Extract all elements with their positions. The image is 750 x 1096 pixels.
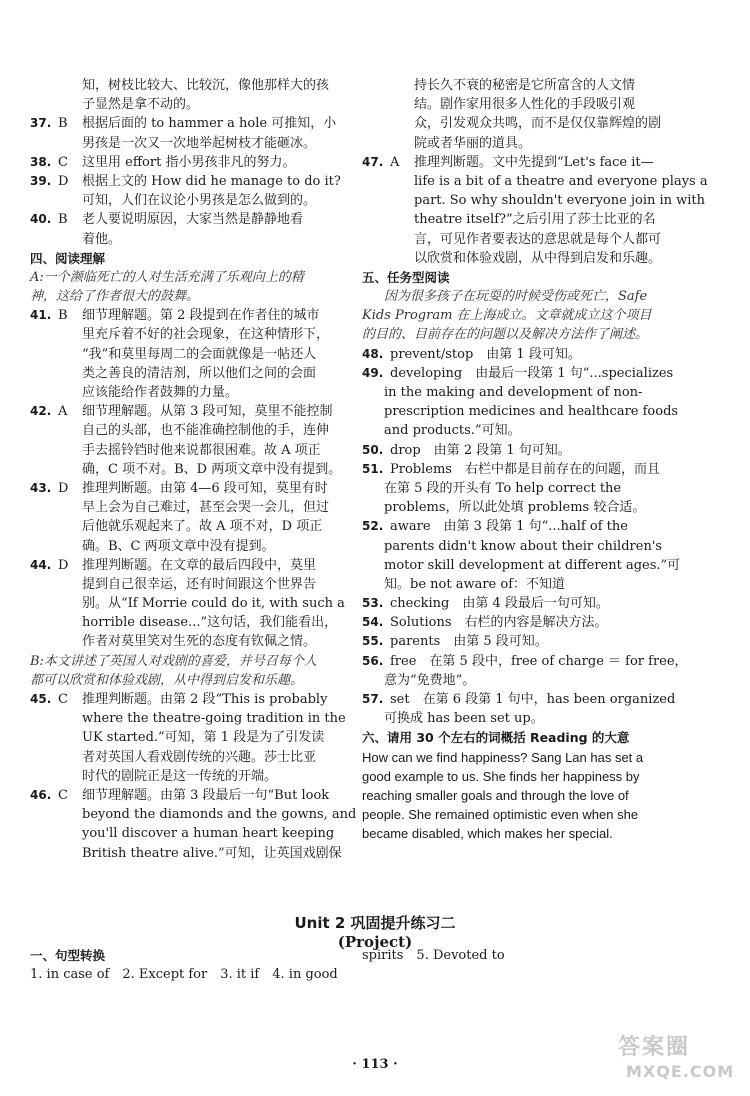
watermark-text: 答案圈 (618, 1035, 691, 1060)
text-line (362, 460, 660, 479)
line-text: 四、阅读理解 (30, 250, 106, 266)
line-text: 意为“免费地”。 (384, 672, 476, 688)
text-line (30, 517, 335, 536)
line-text: 手去摇铃铛时他来说都很困难。故 A 项正 (82, 442, 321, 458)
line-text: 确。B、C 两项文章中没有提到。 (82, 538, 275, 554)
answer-letter: D (58, 173, 69, 189)
line-text: part. So why shouldn't everyone join in with (414, 193, 706, 209)
text-line (362, 421, 657, 440)
line-text: Solutions 右栏的内容是解决方法。 (390, 615, 608, 631)
line-text: B:本文讲述了英国人对戏剧的喜爱，并号召每个人 (30, 653, 317, 669)
question-number: 55. (362, 634, 384, 649)
text-line (362, 946, 652, 965)
line-text: 推理判断题。由第 4—6 段可知，莫里有时 (82, 480, 328, 496)
text-line (362, 556, 681, 575)
text-line (30, 230, 335, 249)
line-text: problems，所以此处填 problems 较合适。 (384, 500, 646, 516)
text-line (30, 652, 335, 671)
text-line (30, 728, 335, 747)
text-line (30, 364, 335, 383)
line-text: 时代的剧院正是这一传统的开端。 (82, 768, 278, 784)
question-number: 53. (362, 596, 384, 611)
question-number: 38. (30, 154, 52, 169)
text-line (30, 76, 335, 95)
text-line (30, 805, 357, 824)
line-text: “我”和莫里每周二的会面就像是一帖还人 (82, 346, 317, 362)
text-line (30, 114, 335, 133)
line-text: beyond the diamonds and the gowns, and (82, 807, 357, 823)
line-text: people. She remained optimistic even when she (362, 807, 639, 823)
text-line (30, 249, 335, 268)
answer-letter: D (58, 480, 69, 496)
line-text: motor skill development at different ages.”可 (384, 557, 681, 573)
line-text: 根据上文的 How did he manage to do it? (82, 173, 341, 189)
text-line (30, 537, 335, 556)
question-number: 50. (362, 442, 384, 457)
answer-letter: C (58, 154, 68, 170)
text-line (30, 306, 335, 325)
line-text: 男孩是一次又一次地举起树枝才能砸冰。 (82, 135, 317, 151)
text-line (30, 946, 350, 965)
line-text: A:一个濒临死亡的人对生活充满了乐观向上的精 (30, 269, 304, 285)
text-line (30, 498, 335, 517)
line-text: where the theatre-going tradition in the (82, 711, 346, 727)
line-text: 作者对莫里笑对生死的态度有钦佩之情。 (82, 634, 317, 650)
line-text: 一、句型转换 (30, 948, 106, 963)
text-line (30, 613, 338, 632)
line-text: 都可以欣赏和体验戏剧，从中得到启发和乐趣。 (30, 672, 304, 688)
text-line (362, 748, 657, 767)
text-line (30, 786, 335, 805)
text-line (362, 652, 688, 671)
text-line (362, 364, 674, 383)
line-text: 确，C 项不对。B、D 两项文章中没有提到。 (82, 461, 342, 477)
line-text: 提到自己很幸运，还有时间跟这个世界告 (82, 576, 317, 592)
text-line (362, 690, 676, 709)
text-line (362, 537, 663, 556)
question-number: 46. (30, 787, 52, 802)
text-line (362, 575, 657, 594)
question-number: 43. (30, 480, 52, 495)
line-text: 早上会为自己难过，甚至会哭一会儿，但过 (82, 500, 330, 516)
text-line (362, 383, 657, 402)
line-text: 类之善良的清洁剂，所以他们之间的会面 (82, 365, 317, 381)
line-text: 细节理解题。从第 3 段可知，莫里不能控制 (82, 404, 333, 420)
unit-title: Unit 2 巩固提升练习二 (294, 914, 456, 932)
question-number: 37. (30, 116, 52, 131)
text-line (362, 95, 657, 114)
left-column (30, 76, 357, 863)
line-text: 知。be not aware of：不知道 (384, 576, 566, 592)
text-line (30, 191, 335, 210)
text-line (30, 134, 335, 153)
text-line (362, 287, 657, 306)
text-line (362, 172, 708, 191)
line-text: 五、任务型阅读 (362, 269, 450, 285)
text-line (362, 709, 657, 728)
line-text: 以欣赏和体验戏剧，从中得到启发和乐趣。 (414, 250, 662, 266)
line-text: parents 由第 5 段可知。 (390, 634, 548, 650)
line-text: Kids Program 在上海成立。文章就成立这个项目 (362, 308, 652, 324)
text-line (362, 114, 662, 133)
answer-letter: D (58, 557, 69, 573)
text-line (362, 479, 657, 498)
text-line (362, 786, 657, 805)
question-number: 42. (30, 404, 52, 419)
text-line (362, 153, 657, 172)
text-line (30, 690, 335, 709)
line-text: 持长久不衰的秘密是它所富含的人文情 (414, 78, 636, 93)
answer-letter: B (58, 116, 68, 132)
line-text: 细节理解题。第 2 段提到在作者住的城市 (82, 308, 320, 324)
question-number: 51. (362, 461, 384, 476)
text-line (30, 402, 335, 421)
question-number: 47. (362, 154, 384, 169)
text-line (362, 767, 657, 786)
text-line (30, 268, 335, 287)
line-text: 应该能给作者鼓舞的力量。 (82, 385, 239, 400)
watermark-url: MXQE.COM (626, 1062, 735, 1081)
page-number: · 113 · (352, 1057, 398, 1072)
answer-letter: A (58, 404, 68, 420)
line-text: How can we find happiness? Sang Lan has set a (362, 749, 644, 765)
text-line (362, 268, 657, 287)
question-number: 39. (30, 173, 52, 188)
line-text: drop 由第 2 段第 1 句可知。 (390, 442, 571, 458)
text-line (30, 748, 335, 767)
question-number: 56. (362, 653, 384, 668)
line-text: 推理判断题。在文章的最后四段中，莫里 (82, 557, 317, 573)
line-text: 可换成 has been set up。 (384, 711, 544, 727)
text-line (30, 460, 342, 479)
text-line (362, 249, 662, 268)
text-line (362, 325, 657, 344)
question-number: 41. (30, 308, 52, 323)
line-text: prescription medicines and healthcare foods (384, 404, 679, 420)
text-line (30, 965, 350, 984)
text-line (362, 306, 657, 325)
text-line (30, 287, 335, 306)
line-text: 言，可见作者要表达的意思就是每个人都可 (414, 231, 662, 247)
text-line (30, 575, 335, 594)
line-text: set 在第 6 段第 1 句中，has been organized (390, 692, 676, 707)
line-text: UK started.”可知，第 1 段是为了引发读 (82, 730, 325, 746)
text-line (30, 479, 335, 498)
question-number: 40. (30, 212, 52, 227)
line-text: spirits 5. Devoted to (362, 948, 505, 963)
text-line (30, 594, 345, 613)
text-line (362, 671, 657, 690)
text-line (30, 844, 342, 863)
line-text: 老人要说明原因，大家当然是静静地看 (82, 212, 304, 228)
line-text: life is a bit of a theatre and everyone plays a (414, 173, 708, 189)
line-text: horrible disease...”这句话，我们能看出， (82, 615, 338, 631)
text-line (30, 767, 335, 786)
line-text: 众，引发观众共鸣，而不是仅仅靠辉煌的剧 (414, 116, 662, 132)
text-line (362, 191, 706, 210)
question-number: 54. (362, 615, 384, 630)
line-text: 因为很多孩子在玩耍的时候受伤或死亡，Safe (384, 289, 648, 305)
text-line (362, 210, 657, 229)
text-line (362, 805, 657, 824)
line-text: 推理判断题。由第 2 段“This is probably (82, 692, 328, 707)
line-text: 院或者华丽的道具。 (414, 135, 532, 151)
line-text: 者对英国人看戏剧传统的兴趣。莎士比亚 (82, 749, 317, 765)
line-text: checking 由第 4 段最后一句可知。 (390, 596, 609, 612)
watermark-logo (618, 1034, 738, 1090)
question-number: 57. (362, 692, 384, 706)
line-text: British theatre alive.”可知，让英国戏剧保 (82, 845, 342, 861)
text-line (30, 172, 341, 191)
line-text: 别。从“If Morrie could do it, with such a (82, 596, 345, 612)
question-number: 52. (362, 519, 384, 534)
text-line (30, 210, 335, 229)
line-text: 里充斥着不好的社会现象，在这种情形下， (82, 327, 330, 343)
line-text: 可知，人们在议论小男孩是怎么做到的。 (82, 193, 317, 209)
line-text: free 在第 5 段中，free of charge ＝ for free， (390, 653, 688, 669)
line-text: 自己的头部，也不能准确控制他的手，连伸 (82, 423, 330, 439)
line-text: parents didn't know about their children's (384, 538, 663, 554)
bottom-right-column (362, 946, 652, 965)
text-line (362, 134, 657, 153)
text-line (30, 325, 335, 344)
line-text: 在第 5 段的开头有 To help correct the (384, 480, 622, 496)
text-line (362, 441, 657, 460)
line-text: aware 由第 3 段第 1 句“...half of the (390, 519, 628, 535)
answer-letter: C (58, 692, 68, 707)
line-text: prevent/stop 由第 1 段可知。 (390, 346, 581, 362)
line-text: 根据后面的 to hammer a hole 可推知，小 (82, 116, 337, 132)
line-text: 的目的、目前存在的问题以及解决方法作了阐述。 (362, 327, 649, 343)
question-number: 45. (30, 692, 52, 706)
answer-letter: A (390, 154, 400, 170)
text-line (362, 498, 657, 517)
text-line (362, 824, 657, 843)
bottom-left-column (30, 946, 350, 984)
text-line (362, 402, 679, 421)
answer-letter: B (58, 212, 68, 228)
text-line (362, 76, 657, 95)
text-line (30, 345, 335, 364)
question-number: 44. (30, 557, 52, 572)
line-text: and products.”可知。 (384, 423, 521, 439)
line-text: 推理判断题。文中先提到“Let's face it— (414, 154, 654, 170)
line-text: 神，这给了作者很大的鼓舞。 (30, 289, 200, 305)
line-text: 后他就乐观起来了。故 A 项不对，D 项正 (82, 519, 323, 535)
text-line (30, 95, 335, 114)
text-line (30, 441, 335, 460)
question-number: 49. (362, 365, 384, 380)
line-text: in the making and development of non- (384, 385, 643, 400)
line-text: 着他。 (82, 231, 122, 247)
line-text: good example to us. She finds her happiness by (362, 768, 640, 784)
text-line (362, 632, 657, 651)
line-text: reaching smaller goals and through the love of (362, 787, 629, 803)
text-line (30, 556, 335, 575)
text-line (30, 709, 346, 728)
text-line (362, 728, 657, 747)
line-text: 知，树枝比较大、比较沉，像他那样大的孩 (82, 78, 330, 93)
answer-letter: B (58, 308, 68, 324)
text-line (30, 632, 335, 651)
text-line (362, 345, 657, 364)
line-text: Problems 右栏中都是目前存在的问题，而且 (390, 461, 660, 477)
line-text: developing 由最后一段第 1 句“...specializes (390, 365, 674, 381)
text-line (362, 517, 657, 536)
text-line (30, 383, 335, 402)
text-line (362, 230, 662, 249)
line-text: you'll discover a human heart keeping (82, 826, 335, 842)
line-text: 1. in case of 2. Except for 3. it if 4. in good (30, 967, 338, 983)
line-text: 细节理解题。由第 3 段最后一句“But look (82, 787, 330, 803)
line-text: theatre itself?”之后引用了莎士比亚的名 (414, 212, 656, 228)
text-line (362, 613, 657, 632)
line-text: 结。剧作家用很多人性化的手段吸引观 (414, 97, 636, 113)
text-line (30, 421, 335, 440)
line-text: 子显然是拿不动的。 (82, 97, 200, 113)
text-line (30, 671, 335, 690)
text-line (30, 153, 335, 172)
unit-subtitle: (Project) (337, 933, 413, 951)
line-text: became disabled, which makes her special. (362, 826, 613, 842)
text-line (30, 824, 335, 843)
question-number: 48. (362, 346, 384, 361)
line-text: 这里用 effort 指小男孩非凡的努力。 (82, 154, 296, 170)
line-text: 六、请用 30 个左右的词概括 Reading 的大意 (362, 730, 630, 746)
answer-letter: C (58, 787, 68, 803)
right-column (362, 76, 708, 844)
text-line (362, 594, 657, 613)
